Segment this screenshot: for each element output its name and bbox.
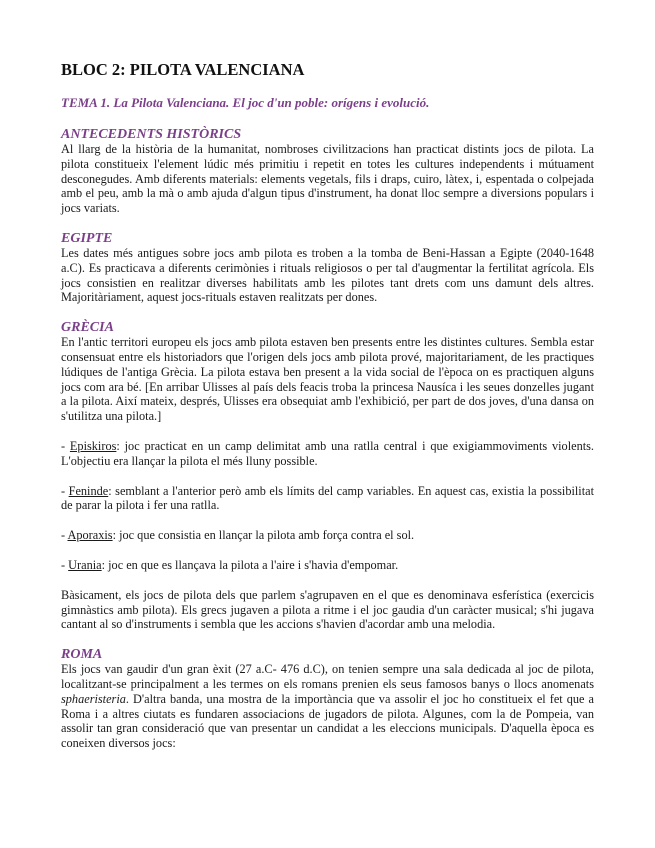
section-title-antecedents: ANTECEDENTS HISTÒRICS [61,127,242,142]
grecia-game-item: - Urania: joc en que es llançava la pilota a l'aire i s'havia d'empomar. [61,557,399,572]
game-desc-episkiros: : joc practicat en un camp delimitat amb una ratlla central i que exigiammoviments violents. L'objectiu era llançar la pilota el més lluny possible. [61,438,594,468]
roma-text-after: . D'altra banda, una mostra de la importància que va assolir el joc ho constitueix el fet que a Roma i a altres ciutats es fundaren associacions de jugadors de pilota. Algunes, com la de Pompeia, van assolir tan gran consideració que van presentar un candidat a les eleccions municipals. D'aquella època es coneixen diversos jocs: [61,691,594,751]
game-desc-urania: : joc en que es llançava la pilota a l'aire i s'havia d'empomar. [101,557,399,572]
grecia-closing-paragraph: Bàsicament, els jocs de pilota dels que parlem s'agrupaven en el que es denominava esferística (exercicis gimnàstics amb pilota). Els grecs jugaven a pilota a ritme i el joc gaudia d'un caràcter musical; s'hi jugava cantant al so d'instruments i sembla que les accions s'havien d'acordar amb una melodia. [61,587,594,632]
game-term-urania: Urania [68,557,102,572]
section-title-grecia: GRÈCIA [61,320,114,336]
grecia-game-item: - Aporaxis: joc que consistia en llançar la pilota amb força contra el sol. [61,528,415,543]
section-title-roma: ROMA [61,647,103,663]
game-term-feninde: Feninde [68,483,109,498]
grecia-game-item: - Feninde: semblant a l'anterior però amb els límits del camp variables. En aquest cas, existia la possibilitat de parar la pilota i fer una ratlla. [61,483,595,513]
game-term-aporaxis: Aporaxis [67,528,113,543]
egipte-paragraph: Les dates més antigues sobre jocs amb pilota es troben a la tomba de Beni-Hassan a Egipte (2040-1648 a.C). Es practicava a diferents cerimònies i rituals religiosos o per tal d'augmentar la fertilitat agrícola. Els jocs consistien en realitzar diverses habilitats amb les pilotes tant drets com uns damunt dels altres. Majoritàriament, aquest jocs-rituals estaven realitzats per dones. [61,245,594,305]
game-desc-feninde: : semblant a l'anterior però amb els límits del camp variables. En aquest cas, existia la possibilitat de parar la pilota i fer una ratlla. [61,483,595,513]
game-term-episkiros: Episkiros [69,438,117,453]
document-content [61,60,594,751]
antecedents-paragraph: Al llarg de la història de la humanitat, nombroses civilitzacions han practicat distints jocs de pilota. La pilota constitueix l'element lúdic més primitiu i repetit en totes les cultures independents i mútuament desconegudes. Amb diferents materials: elements vegetals, fils i draps, cuiro, làtex, i, espentada o colpejada amb el peu, amb la mà o amb ajuda d'algun tipus d'instrument, ha donat lloc sempre a diversions populars i jocs variats. [61,142,594,216]
roma-text-before: Els jocs van gaudir d'un gran èxit (27 a.C- 476 d.C), on tenien sempre una sala dedicada al joc de pilota, localitzant-se principalment a les termes on els romans prenien els seus famosos banys o llocs anomenats [61,662,594,691]
bloc-title: BLOC 2: PILOTA VALENCIANA [61,60,305,79]
roma-text-italic: sphaeristeria [61,691,126,706]
grecia-paragraph: En l'antic territori europeu els jocs amb pilota estaven ben presents entre les distintes cultures. Sembla estar consensuat entre els historiadors que l'origen dels jocs amb pilota prové, majoritariament, de les practiques lúdiques de l'antiga Grècia. La pilota estava ben present a la vida social de l'època on es practiquen alguns jocs com ara bé. [En arribar Ulisses al país dels feacis troba la princesa Nausíca i les seues donzelles jugant a la pilota. Així mateix, després, Ulisses era obsequiat amb l'exhibició, per part de dos joves, d'una dansa on s'utilitza una pilota.] [61,335,594,424]
tema-title: TEMA 1. La Pilota Valenciana. El joc d'un poble: orígens i evolució. [61,95,430,110]
game-desc-aporaxis: : joc que consistia en llançar la pilota amb força contra el sol. [112,528,415,543]
section-title-egipte: EGIPTE [61,230,113,246]
grecia-game-item: - Episkiros: joc practicat en un camp delimitat amb una ratlla central i que exigiammoviments violents. L'objectiu era llançar la pilota el més lluny possible. [61,438,594,468]
roma-paragraph [61,662,594,751]
